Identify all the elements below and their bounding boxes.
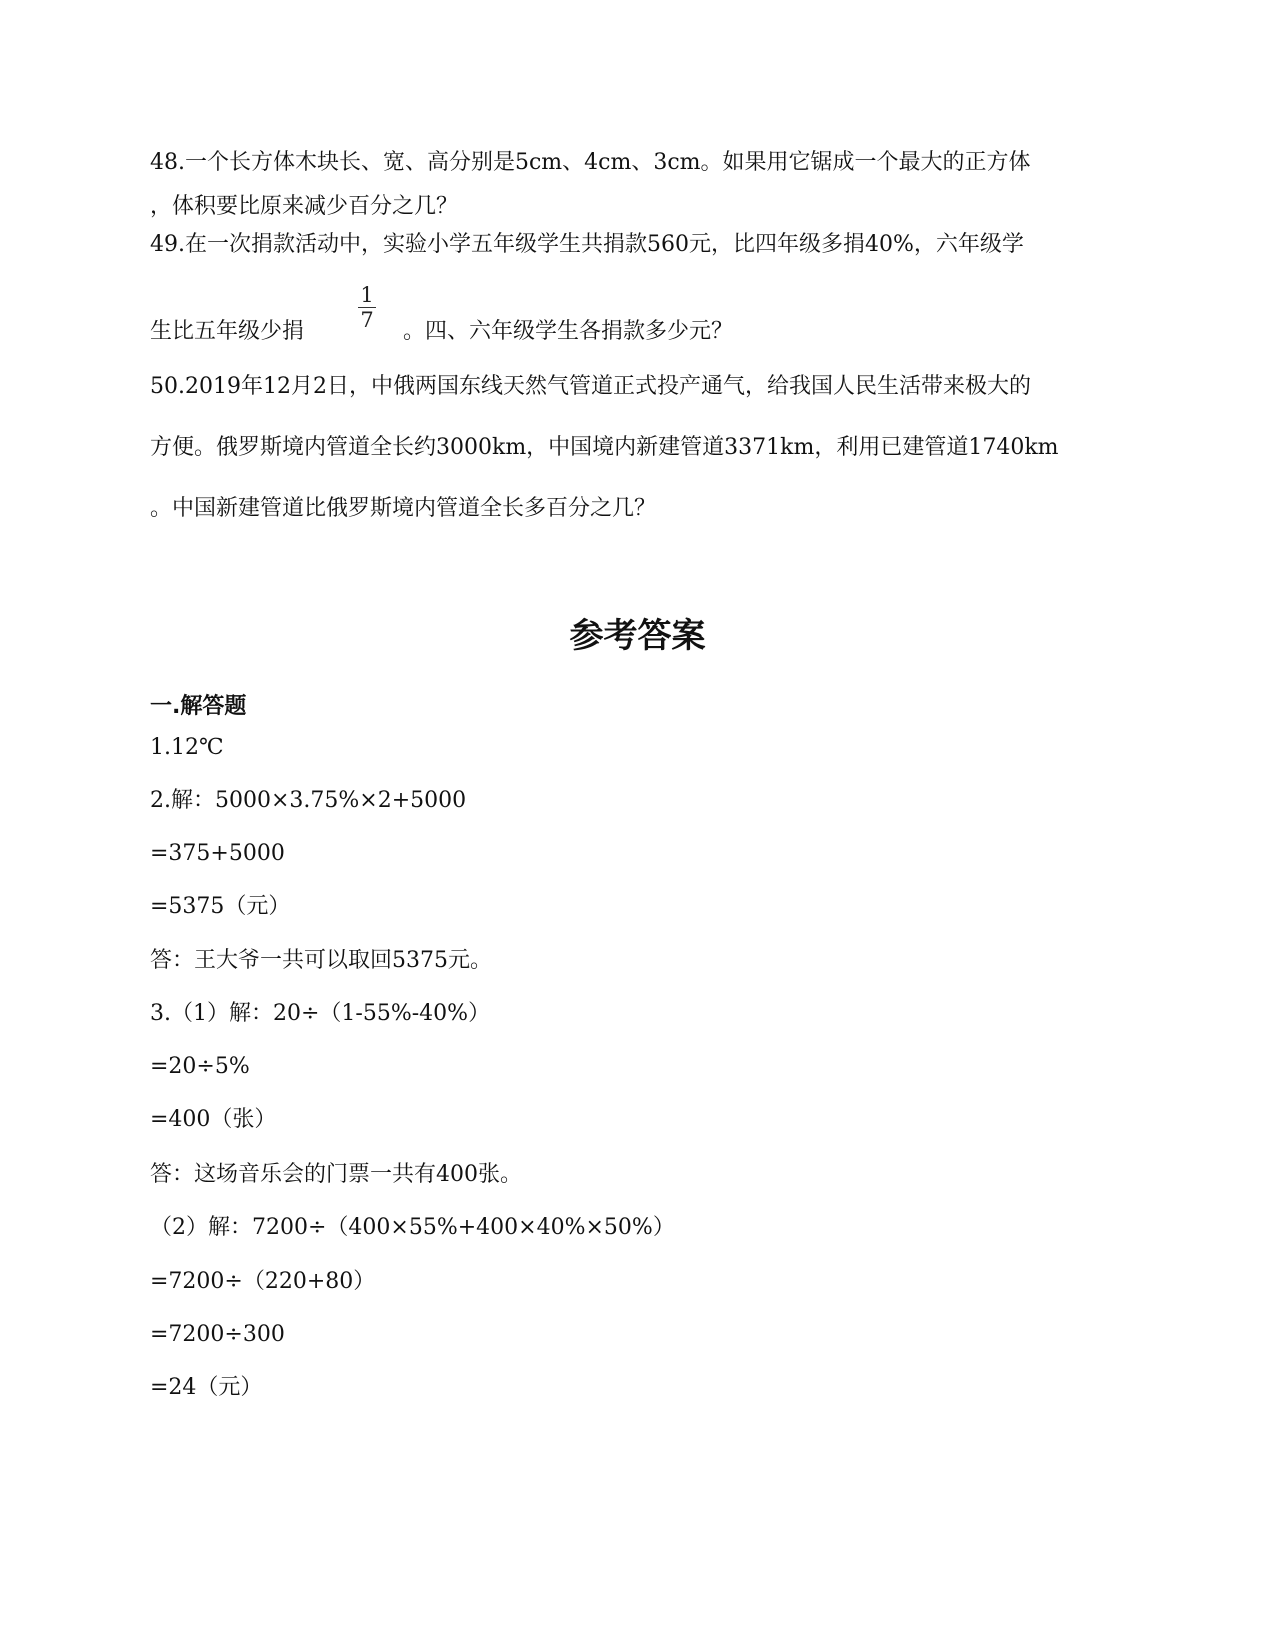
answer-line: =24（元） — [150, 1375, 263, 1400]
question-50-line-3: 。中国新建管道比俄罗斯境内管道全长多百分之几？ — [150, 496, 657, 521]
answer-line: 2.解：5000×3.75%×2+5000 — [150, 788, 467, 813]
question-48-line-1: 48.一个长方体木块长、宽、高分别是5cm、4cm、3cm。如果用它锯成一个最大的正方体 — [150, 150, 1031, 175]
question-49-line-2b: 。四、六年级学生各捐款多少元？ — [403, 319, 734, 344]
answer-section-heading: 一.解答题 — [150, 694, 247, 719]
answer-line: =400（张） — [150, 1107, 277, 1132]
fraction-numerator: 1 — [360, 283, 374, 307]
answer-line: （2）解：7200÷（400×55%+400×40%×50%） — [150, 1215, 675, 1240]
question-49-line-1: 49.在一次捐款活动中，实验小学五年级学生共捐款560元，比四年级多捐40%，六年级学 — [150, 232, 1024, 257]
answer-title: 参考答案 — [569, 616, 706, 656]
fraction-denominator: 7 — [360, 308, 374, 332]
answer-line: =7200÷300 — [150, 1322, 285, 1347]
answer-line: 1.12℃ — [150, 735, 224, 760]
answer-line: 3.（1）解：20÷（1-55%-40%） — [150, 1001, 491, 1026]
question-49-fraction — [356, 284, 378, 331]
question-50-line-1: 50.2019年12月2日，中俄两国东线天然气管道正式投产通气，给我国人民生活带来极大的 — [150, 374, 1031, 399]
answer-line: =5375（元） — [150, 894, 291, 919]
answer-line: =7200÷（220+80） — [150, 1269, 376, 1294]
answer-line: 答：这场音乐会的门票一共有400张。 — [150, 1162, 522, 1187]
answer-line: =375+5000 — [150, 841, 285, 866]
answer-line: =20÷5% — [150, 1054, 250, 1079]
answer-line: 答：王大爷一共可以取回5375元。 — [150, 948, 492, 973]
question-49-line-2a: 生比五年级少捐 — [150, 319, 305, 344]
question-48-line-2: ，体积要比原来减少百分之几？ — [150, 194, 459, 219]
question-50-line-2: 方便。俄罗斯境内管道全长约3000km，中国境内新建管道3371km，利用已建管道1740km — [150, 435, 1059, 460]
